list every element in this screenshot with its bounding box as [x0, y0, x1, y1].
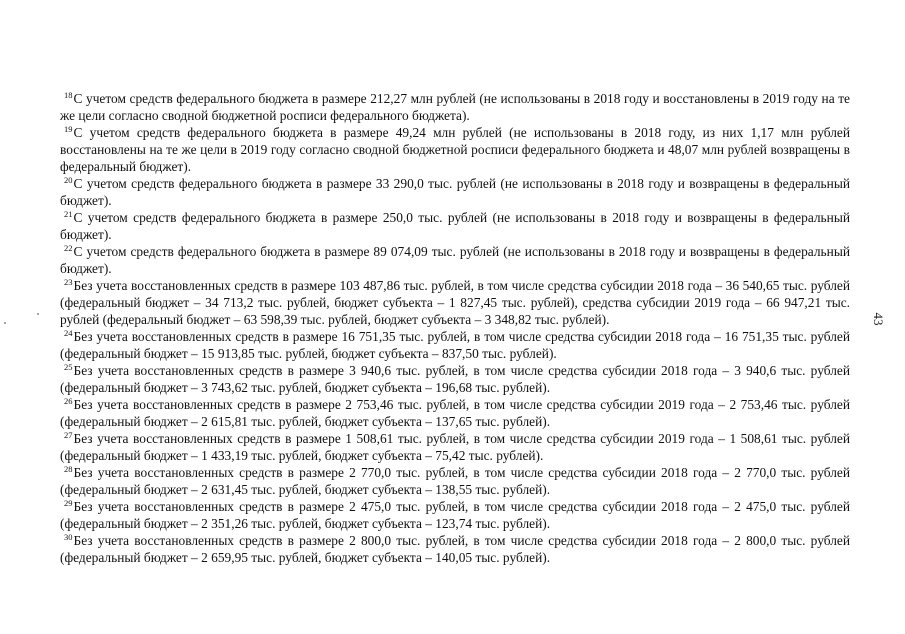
footnote-text: С учетом средств федерального бюджета в размере 212,27 млн рублей (не использованы в 2018 году и восстановлены в 2019 году на те же цели согласно сводной бюджетной росписи федерального бюджета). [60, 91, 850, 123]
footnote-text: Без учета восстановленных средств в размере 103 487,86 тыс. рублей, в том числе средства субсидии 2018 года – 36 540,65 тыс. рублей (федеральный бюджет – 34 713,2 тыс. рублей, бюджет субъекта – 1 827,45 тыс. рублей), средства субсидии 2019 года – 66 947,21 тыс. рублей (федеральный бюджет – 63 598,39 тыс. рублей, бюджет субъекта – 3 348,82 тыс. рублей). [60, 278, 850, 327]
footnote-24 [60, 328, 850, 362]
footnote-text: С учетом средств федерального бюджета в размере 49,24 млн рублей (не использованы в 2018 году, из них 1,17 млн рублей восстановлены на те же цели в 2019 году согласно сводной бюджетной росписи федерального бюджета и 48,07 млн рублей возвращены в федеральный бюджет). [60, 125, 850, 174]
footnote-30 [60, 532, 850, 566]
footnote-text: С учетом средств федерального бюджета в размере 89 074,09 тыс. рублей (не использованы в 2018 году и возвращены в федеральный бюджет). [60, 244, 850, 276]
footnote-marker: 24 [64, 328, 73, 338]
footnote-marker: 25 [64, 362, 73, 372]
footnote-text: С учетом средств федерального бюджета в размере 33 290,0 тыс. рублей (не использованы в 2018 году и возвращены в федеральный бюджет). [60, 176, 850, 208]
footnote-marker: 30 [64, 532, 73, 542]
footnote-19 [60, 124, 850, 175]
footnote-text: Без учета восстановленных средств в размере 2 475,0 тыс. рублей, в том числе средства субсидии 2018 года – 2 475,0 тыс. рублей (федеральный бюджет – 2 351,26 тыс. рублей, бюджет субъекта – 123,74 тыс. рублей). [60, 499, 850, 531]
footnote-marker: 26 [64, 396, 73, 406]
footnotes-block [60, 90, 850, 566]
footnote-marker: 29 [64, 498, 73, 508]
page-number: 43 [871, 312, 886, 326]
footnote-marker: 20 [64, 175, 73, 185]
footnote-marker: 27 [64, 430, 73, 440]
footnote-29 [60, 498, 850, 532]
footnote-27 [60, 430, 850, 464]
footnote-25 [60, 362, 850, 396]
footnote-text: С учетом средств федерального бюджета в размере 250,0 тыс. рублей (не использованы в 2018 году и возвращены в федеральный бюджет). [60, 210, 850, 242]
footnote-text: Без учета восстановленных средств в размере 1 508,61 тыс. рублей, в том числе средства субсидии 2019 года – 1 508,61 тыс. рублей (федеральный бюджет – 1 433,19 тыс. рублей, бюджет субъекта – 75,42 тыс. рублей). [60, 431, 850, 463]
footnote-marker: 18 [64, 90, 73, 100]
footnote-20 [60, 175, 850, 209]
footnote-marker: 28 [64, 464, 73, 474]
footnote-28 [60, 464, 850, 498]
footnote-text: Без учета восстановленных средств в размере 2 770,0 тыс. рублей, в том числе средства субсидии 2018 года – 2 770,0 тыс. рублей (федеральный бюджет – 2 631,45 тыс. рублей, бюджет субъекта – 138,55 тыс. рублей). [60, 465, 850, 497]
scan-speck [37, 313, 39, 315]
footnote-23 [60, 277, 850, 328]
footnote-marker: 21 [64, 209, 73, 219]
footnote-marker: 22 [64, 243, 73, 253]
footnote-text: Без учета восстановленных средств в размере 16 751,35 тыс. рублей, в том числе средства субсидии 2018 года – 16 751,35 тыс. рублей (федеральный бюджет – 15 913,85 тыс. рублей, бюджет субъекта – 837,50 тыс. рублей). [60, 329, 850, 361]
footnote-26 [60, 396, 850, 430]
footnote-marker: 19 [64, 124, 73, 134]
footnote-text: Без учета восстановленных средств в размере 2 753,46 тыс. рублей, в том числе средства субсидии 2019 года – 2 753,46 тыс. рублей (федеральный бюджет – 2 615,81 тыс. рублей, бюджет субъекта – 137,65 тыс. рублей). [60, 397, 850, 429]
footnote-text: Без учета восстановленных средств в размере 3 940,6 тыс. рублей, в том числе средства субсидии 2018 года – 3 940,6 тыс. рублей (федеральный бюджет – 3 743,62 тыс. рублей, бюджет субъекта – 196,68 тыс. рублей). [60, 363, 850, 395]
scan-speck [4, 322, 6, 324]
footnote-21 [60, 209, 850, 243]
footnote-text: Без учета восстановленных средств в размере 2 800,0 тыс. рублей, в том числе средства субсидии 2018 года – 2 800,0 тыс. рублей (федеральный бюджет – 2 659,95 тыс. рублей, бюджет субъекта – 140,05 тыс. рублей). [60, 533, 850, 565]
footnote-18 [60, 90, 850, 124]
footnote-22 [60, 243, 850, 277]
footnote-marker: 23 [64, 277, 73, 287]
